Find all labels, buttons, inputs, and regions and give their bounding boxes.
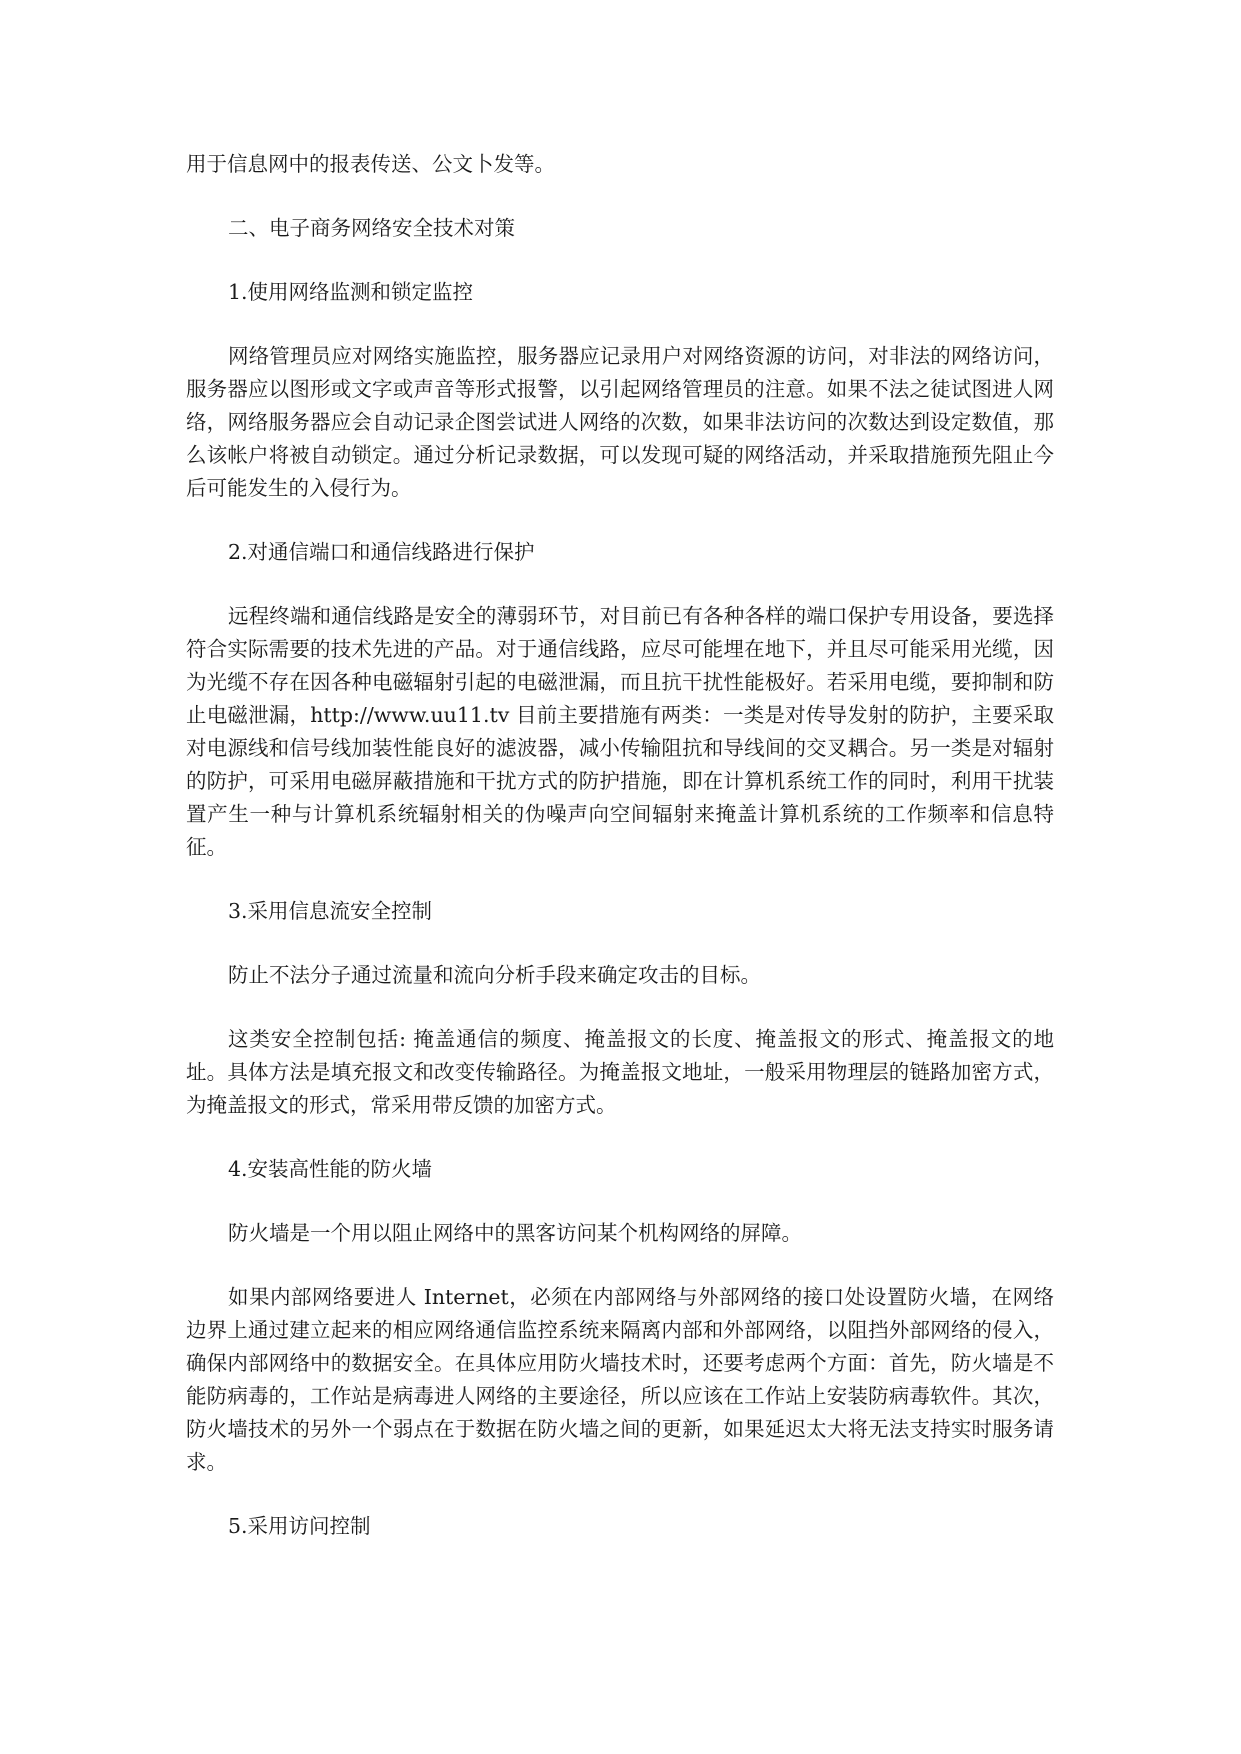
subheading-5: 5.采用访问控制 <box>228 1514 371 1538</box>
paragraph-2: 远程终端和通信线路是安全的薄弱环节，对目前已有各种各样的端口保护专用设备，要选择符合实际需要的技术先进的产品。对于通信线路，应尽可能埋在地下，并且尽可能采用光缆，因为光缆不存在因各种电磁辐射引起的电磁泄漏，而且抗干扰性能极好。若采用电缆，要抑制和防止电磁泄漏，http://www.uu11.tv 目前主要措施有两类：一类是对传导发射的防护，主要采取对电源线和信号线加装性能良好的滤波器，减小传输阻抗和导线间的交叉耦合。另一类是对辐射的防护，可采用电磁屏蔽措施和干扰方式的防护措施，即在计算机系统工作的同时，利用干扰装置产生一种与计算机系统辐射相关的伪噪声向空间辐射来掩盖计算机系统的工作频率和信息特征。 <box>186 604 1054 859</box>
subheading-4: 4.安装高性能的防火墙 <box>228 1157 433 1181</box>
paragraph-3b: 这类安全控制包括: 掩盖通信的频度、掩盖报文的长度、掩盖报文的形式、掩盖报文的地址。具体方法是填充报文和改变传输路径。为掩盖报文地址，一般采用物理层的链路加密方式，为掩盖报文的形式，常采用带反馈的加密方式。 <box>186 1027 1054 1117</box>
paragraph-4a: 防火墙是一个用以阻止网络中的黑客访问某个机构网络的屏障。 <box>228 1221 802 1245</box>
subheading-3: 3.采用信息流安全控制 <box>228 899 433 923</box>
paragraph-1: 网络管理员应对网络实施监控，服务器应记录用户对网络资源的访问，对非法的网络访问，服务器应以图形或文字或声音等形式报警，以引起网络管理员的注意。如果不法之徒试图进人网络，网络服务器应会自动记录企图尝试进人网络的次数，如果非法访问的次数达到设定数值，那么该帐户将被自动锁定。通过分析记录数据，可以发现可疑的网络活动，并采取措施预先阻止今后可能发生的入侵行为。 <box>186 344 1054 500</box>
document-page <box>186 148 1054 1543</box>
section-heading: 二、电子商务网络安全技术对策 <box>228 216 515 240</box>
subheading-2: 2.对通信端口和通信线路进行保护 <box>228 540 535 564</box>
paragraph-4b: 如果内部网络要进人 Internet，必须在内部网络与外部网络的接口处设置防火墙，在网络边界上通过建立起来的相应网络通信监控系统来隔离内部和外部网络，以阻挡外部网络的侵入，确保内部网络中的数据安全。在具体应用防火墙技术时，还要考虑两个方面：首先，防火墙是不能防病毒的，工作站是病毒进人网络的主要途径，所以应该在工作站上安装防病毒软件。其次，防火墙技术的另外一个弱点在于数据在防火墙之间的更新，如果延迟太大将无法支持实时服务请求。 <box>186 1285 1054 1474</box>
subheading-1: 1.使用网络监测和锁定监控 <box>228 280 474 304</box>
paragraph-3a: 防止不法分子通过流量和流向分析手段来确定攻击的目标。 <box>228 963 761 987</box>
intro-paragraph: 用于信息网中的报表传送、公文卜发等。 <box>186 152 555 176</box>
